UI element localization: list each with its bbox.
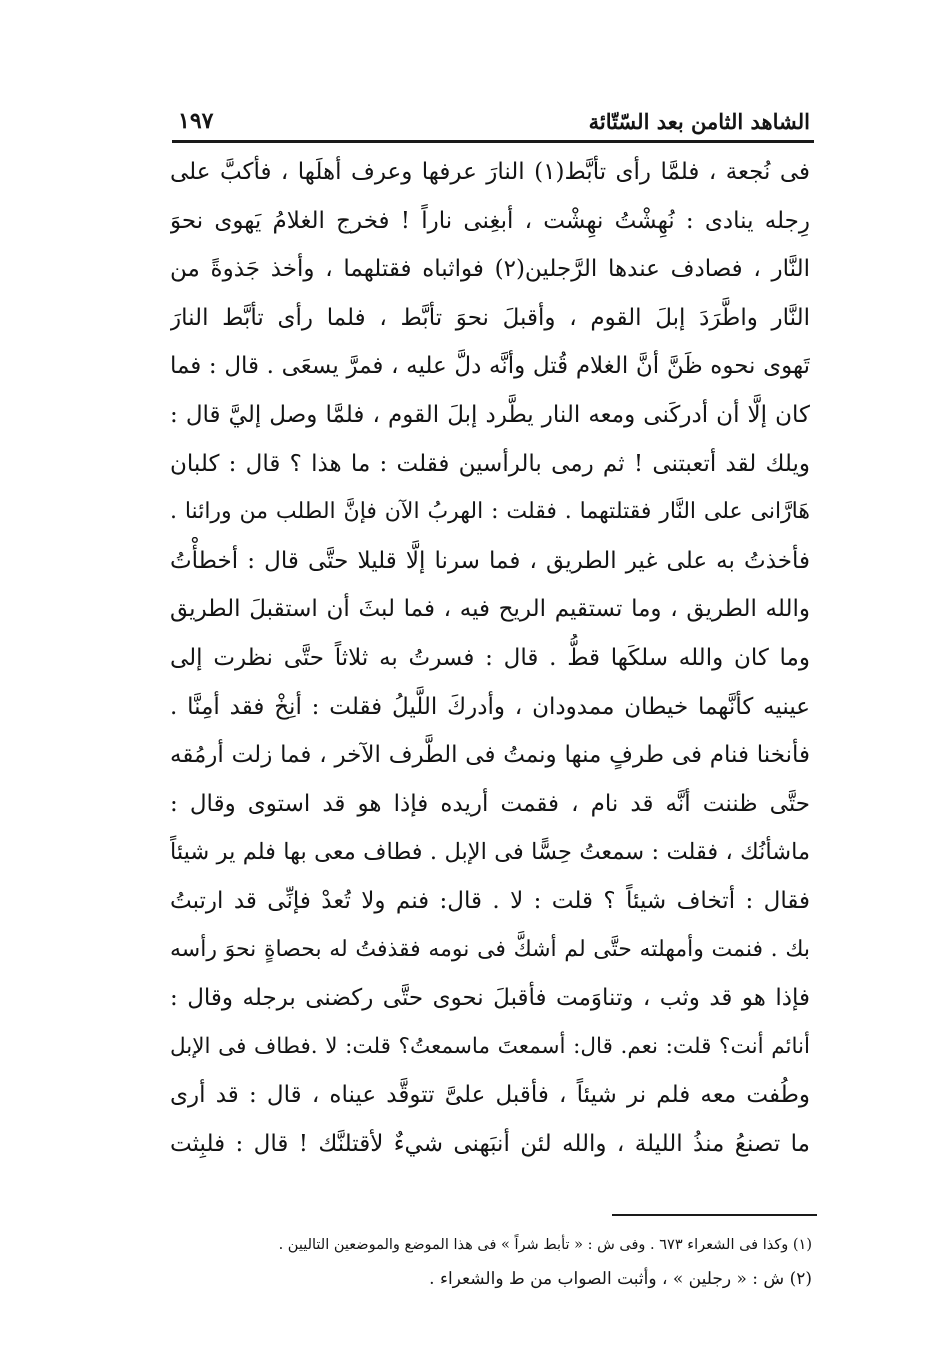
- body-line: رِجله ينادى : نُهِشْتُ نهِشْت ، أبغِنى ناراً ! فخرج الغلامُ يَهوى نحوَ: [170, 207, 810, 234]
- body-line: هَارَّانى على النَّار فقتلتهما . فقلت : الهربُ الآن فإنَّ الطلب من ورائنا .: [170, 499, 810, 525]
- body-line: وما كان والله سلكَها قطُّ . قال : فسرتُ به ثلاثاً حتَّى نظرت إلى: [170, 644, 810, 671]
- body-line: بك . فنمت وأمهلته حتَّى لم أشكَّ فى نومه فقذفتُ له بحصاةٍ نحوَ رأسه: [170, 936, 810, 962]
- body-line: فقال : أتخاف شيئاً ؟ قلت : لا . قال: فنم ولا تُعدْ فإنِّى قد ارتبتُ: [170, 887, 810, 914]
- body-line: فإذا هو قد وثب ، وتناوَمت فأقبلَ نحوى حتَّى ركضنى برجله وقال :: [170, 985, 810, 1012]
- footnote-rule: [612, 1214, 817, 1216]
- body-text: [170, 148, 810, 1168]
- header-rule: [172, 140, 814, 143]
- body-line: عينيه كأنَّهما خيطان ممدودان ، وأدركَ اللَّيلُ فقلت : أنِخْ فقد أمِنَّا .: [170, 693, 810, 720]
- body-line: ماشأنُك ، فقلت : سمعتُ حِسًّا فى الإبل . فطاف معى بها فلم ير شيئاً: [170, 839, 810, 866]
- body-line: وطُفت معه فلم نر شيئاً ، فأقبل علىَّ تتوقَّد عيناه ، قال : قد أرى: [170, 1082, 810, 1109]
- body-line: حتَّى ظننت أنَّه قد نام ، فقمت أريده فإذا هو قد استوى وقال :: [170, 790, 810, 817]
- body-line: فأخذتُ به على غير الطريق ، فما سرنا إلَّا قليلا حتَّى قال : أخطأْتُ: [170, 547, 810, 574]
- body-line: النَّار ، فصادف عندها الرَّجلين(٢) فواثباه فقتلهما ، وأخذ جَذوةً من: [170, 256, 810, 283]
- body-line: أنائم أنت؟ قلت: نعم. قال: أسمعتَ ماسمعتُ؟ قلت: لا .فطاف فى الإبل: [170, 1033, 810, 1059]
- running-header: [178, 94, 810, 134]
- body-line: ويلك لقد أتعبتنى ! ثم رمى بالرأسين فقلت : ما هذا ؟ قال : كلبان: [170, 450, 810, 477]
- body-line: فأنخنا فنام فى طرفٍ منها ونمتُ فى الطَّرف الآخر ، فما زلت أرمُقه: [170, 742, 810, 769]
- body-line: فى نُجعة ، فلمَّا رأى تأبَّط(١) النارَ عرفها وعرف أهلَها ، فأكبَّ على: [170, 159, 810, 185]
- footnote: (١) وكذا فى الشعراء ٦٧٣ . وفى ش : « تأبط شراً » فى هذا الموضع والموضعين التاليين .: [278, 1237, 812, 1253]
- footnotes: [270, 1228, 812, 1296]
- running-title: الشاهد الثامن بعد السّتّائة: [588, 109, 810, 134]
- page-number: ١٩٧: [178, 108, 214, 134]
- body-line: ما تصنعُ منذُ الليلة ، والله لئن أنبَهنى شيءٌ لأقتلنَّك ! قال : فلبِثت: [170, 1130, 810, 1157]
- body-line: النَّار واطَّرَدَ إبلَ القوم ، وأقبلَ نحوَ تأبَّط ، فلما رأى تأبَّط النارَ: [170, 304, 810, 331]
- body-line: تَهوى نحوه ظَنَّ أنَّ الغلام قُتل وأنَّه دلَّ عليه ، فمرَّ يسعَى . قال : فما: [170, 353, 810, 380]
- body-line: والله الطريق ، وما تستقيم الريح فيه ، فما لبثَ أن استقبلَ الطريق: [170, 596, 810, 623]
- footnote: (٢) ش : « رجلين » ، وأثبت الصواب من ط والشعراء .: [429, 1269, 812, 1289]
- body-line: كان إلَّا أن أدركَنى ومعه النار يطَّرد إبلَ القوم ، فلمَّا وصل إليَّ قال :: [170, 401, 810, 428]
